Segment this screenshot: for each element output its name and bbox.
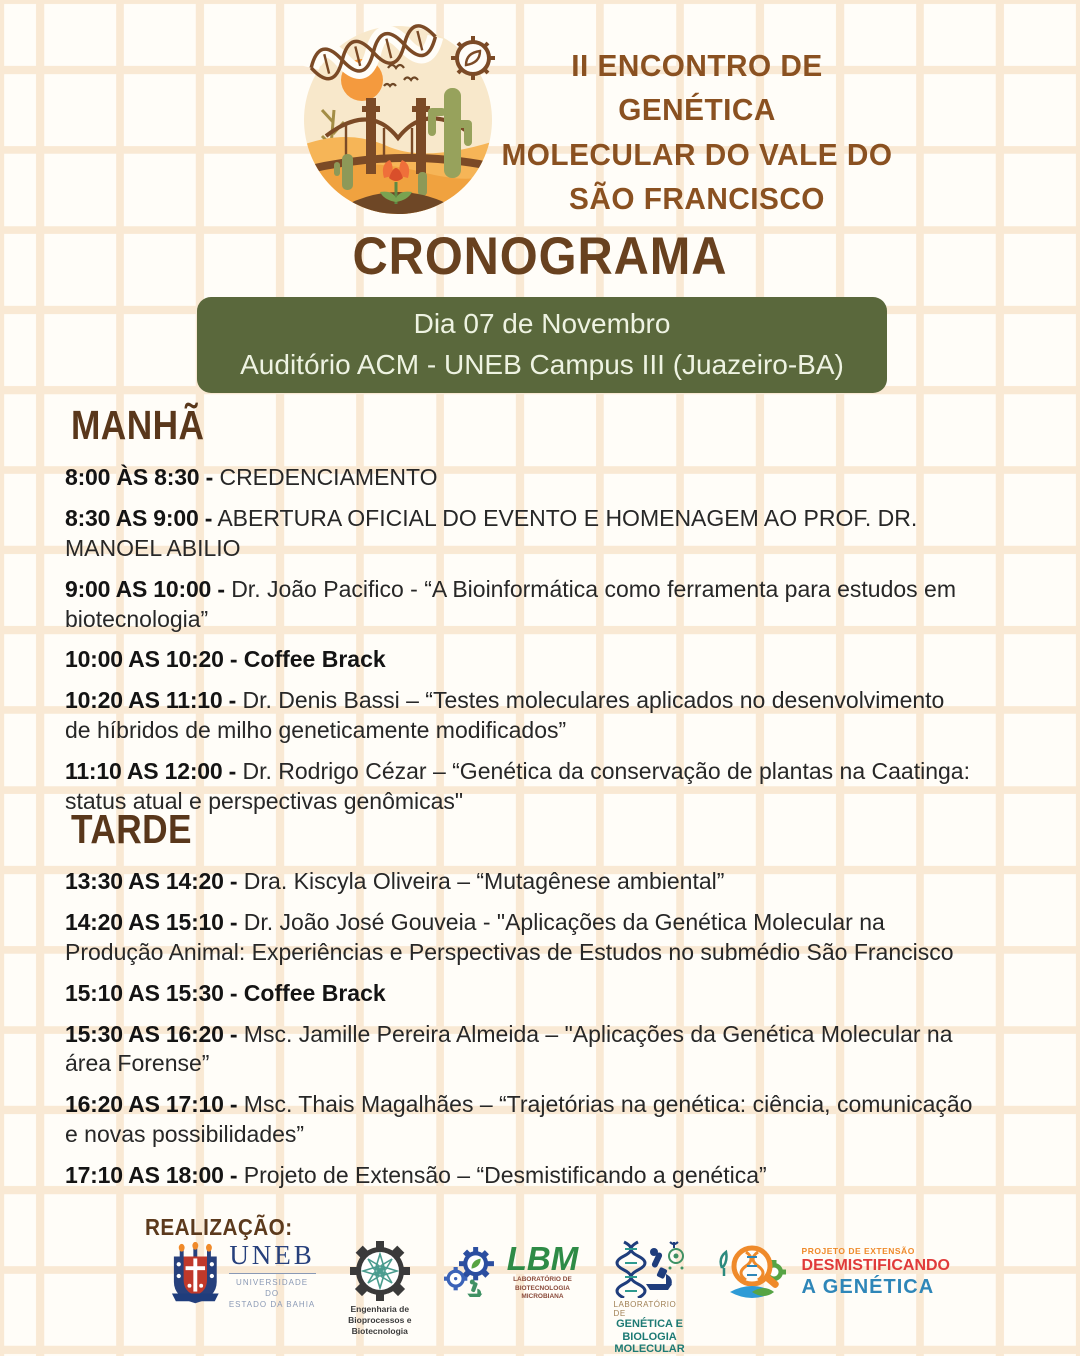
banner-venue: Auditório ACM - UNEB Campus III (Juazeiro-BA): [240, 349, 844, 380]
item-desc: Dra. Kiscyla Oliveira – “Mutagênese ambiental”: [243, 868, 725, 894]
magnifier-dna-icon: [716, 1240, 794, 1306]
lbm-text: [501, 1239, 583, 1302]
schedule-row: [65, 686, 975, 746]
lbm-word: LBM: [506, 1239, 579, 1277]
time-label: 15:30 AS 16:20 -: [65, 1020, 238, 1047]
lbm-logo: [444, 1240, 583, 1304]
lbm-gears-icon: [444, 1240, 497, 1304]
tarde-heading: TARDE: [71, 806, 192, 852]
event-title-line: MOLECULAR DO VALE DO: [501, 136, 893, 172]
bioprocessos-caption: Engenharia de Bioprocessos e Biotecnologia: [348, 1304, 412, 1337]
uneb-logo: [170, 1240, 316, 1311]
item-desc: Msc. Thais Magalhães – “Trajetórias na genética: ciência, comunicação e novas possibilidades”: [65, 1091, 973, 1148]
schedule-row: [65, 867, 975, 897]
uneb-wordmark: [229, 1240, 316, 1311]
item-desc: ABERTURA OFICIAL DO EVENTO E HOMENAGEM AO PROF. DR. MANOEL ABILIO: [65, 504, 918, 561]
desmistificando-logo: [716, 1240, 950, 1306]
lgbm-caption: BIOLOGIA: [622, 1330, 677, 1343]
item-desc: Dr. João José Gouveia - "Aplicações da Genética Molecular na Produção Animal: Experiências e Perspectivas de Estudos no submédio São Francisco: [65, 908, 954, 965]
schedule-row: [65, 504, 975, 564]
schedule-row: [65, 645, 975, 675]
time-label: 8:30 AS 9:00 -: [65, 504, 213, 531]
event-logo-illustration: [292, 6, 504, 218]
realizacao-logos: [170, 1239, 950, 1356]
schedule-row: [65, 1020, 975, 1080]
chromosome-glyph: [670, 1242, 678, 1248]
schedule-row: [65, 1161, 975, 1191]
uneb-caption: UNIVERSIDADE DO ESTADO DA BAHIA: [228, 1278, 316, 1310]
item-desc: Dr. João Pacifico - “A Bioinformática como ferramenta para estudos em biotecnologia”: [65, 575, 957, 632]
gear-mandala-icon: [349, 1240, 411, 1302]
lbm-caption: LABORATÓRIO DE BIOTECNOLOGIA MICROBIANA: [513, 1275, 572, 1301]
time-label: 11:10 AS 12:00 -: [65, 758, 237, 785]
item-desc: Projeto de Extensão – “Desmistificando a genética”: [243, 1162, 767, 1189]
event-title-line: II ENCONTRO DE GENÉTICA: [571, 48, 823, 128]
time-label: 9:00 AS 10:00 -: [65, 575, 225, 602]
lgbm-logo: [614, 1240, 686, 1356]
time-label: 17:10 AS 18:00 -: [65, 1162, 238, 1189]
date-banner: [197, 297, 887, 393]
time-label: 15:10 AS 15:30 -: [65, 979, 238, 1006]
schedule-row: [65, 463, 975, 493]
time-label: 10:20 AS 11:10 -: [65, 687, 237, 714]
item-desc: CREDENCIAMENTO: [219, 464, 438, 490]
cronograma-title: CRONOGRAMA: [352, 227, 728, 286]
schedule-row: [65, 575, 975, 635]
lgbm-caption: MOLECULAR: [614, 1343, 685, 1356]
dna-microscope-icon: [614, 1240, 686, 1298]
item-desc: Coffee Brack: [243, 979, 386, 1006]
bioprocessos-logo: [346, 1240, 415, 1337]
event-logo: [292, 6, 504, 218]
time-label: 14:20 AS 15:10 -: [65, 908, 238, 935]
schedule-row: [65, 979, 975, 1009]
item-desc: Coffee Brack: [243, 646, 386, 673]
section-tarde: [65, 806, 975, 1202]
lgbm-caption: GENÉTICA E: [616, 1318, 683, 1330]
schedule-row: [65, 1090, 975, 1150]
manha-heading: MANHÃ: [71, 402, 205, 448]
event-title: [491, 44, 904, 221]
banner-date: Dia 07 de Novembro: [413, 308, 671, 340]
microscope-glyph: [467, 1279, 482, 1296]
event-title-line: SÃO FRANCISCO: [569, 180, 825, 216]
realizacao-label: REALIZAÇÃO:: [145, 1214, 293, 1240]
uneb-crest-icon: [170, 1242, 221, 1308]
divider: [229, 1273, 316, 1274]
time-label: 10:00 AS 10:20 -: [65, 646, 238, 673]
time-label: 16:20 AS 17:10 -: [65, 1091, 238, 1118]
item-desc: Msc. Jamille Pereira Almeida – "Aplicações da Genética Molecular na área Forense”: [65, 1020, 953, 1077]
item-desc: Dr. Denis Bassi – “Testes moleculares aplicados no desenvolvimento de híbridos de milho geneticamente modificados”: [65, 687, 945, 744]
time-label: 13:30 AS 14:20 -: [65, 868, 238, 894]
section-manha: [65, 402, 975, 828]
cell-glyph: [668, 1249, 683, 1270]
uneb-word: UNEB: [229, 1240, 315, 1270]
desmistificando-text: PROJETO DE EXTENSÃO DESMISTIFICANDO A GENÉTICA: [801, 1246, 950, 1298]
item-desc: Dr. Rodrigo Cézar – “Genética da conservação de plantas na Caatinga: status atual e perspectivas genômicas": [65, 758, 970, 815]
lgbm-caption-small: LABORATÓRIO DE: [613, 1300, 677, 1318]
time-label: 8:00 ÀS 8:30 -: [65, 464, 214, 490]
schedule-row: [65, 908, 975, 968]
